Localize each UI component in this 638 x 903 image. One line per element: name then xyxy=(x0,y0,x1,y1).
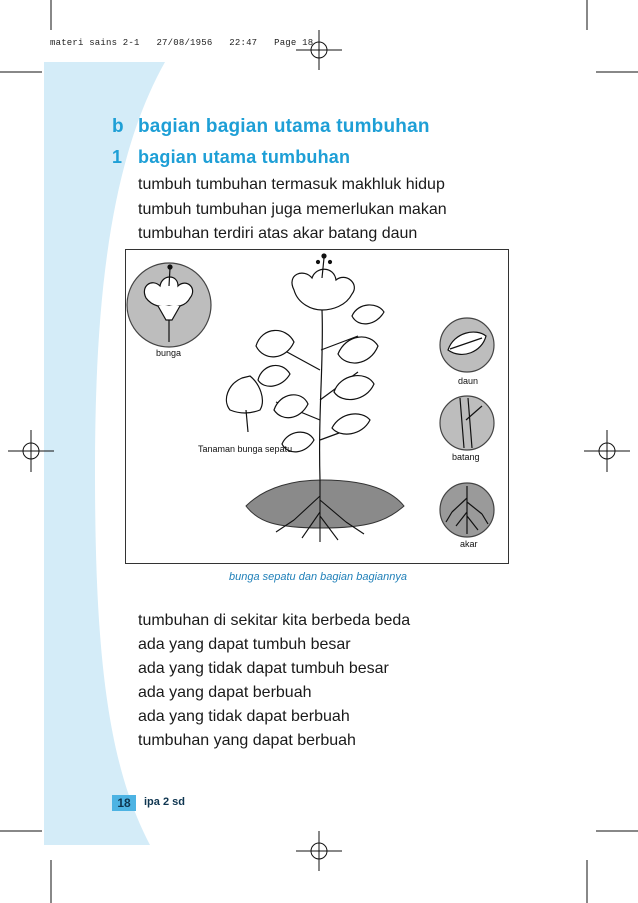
body-line: tumbuhan di sekitar kita berbeda beda xyxy=(138,612,411,629)
registration-mark-top xyxy=(296,30,342,70)
registration-mark-right xyxy=(584,430,630,472)
subsection-number: 1 xyxy=(112,147,123,167)
figure-caption: bunga sepatu dan bagian bagiannya xyxy=(229,571,407,583)
slug-page: Page 18 xyxy=(274,38,314,48)
print-slug xyxy=(50,38,313,48)
subsection-heading xyxy=(112,147,350,168)
body-line: ada yang tidak dapat tumbuh besar xyxy=(138,660,389,677)
intro-line: tumbuh tumbuhan juga memerlukan makan xyxy=(138,201,447,218)
plant-figure xyxy=(125,249,509,564)
body-line: ada yang dapat berbuah xyxy=(138,684,312,701)
book-title: ipa 2 sd xyxy=(144,796,185,808)
section-title: bagian bagian utama tumbuhan xyxy=(138,116,430,137)
slug-time: 22:47 xyxy=(229,38,258,48)
registration-mark-left xyxy=(8,430,54,472)
intro-line: tumbuhan terdiri atas akar batang daun xyxy=(138,225,418,242)
section-letter: b xyxy=(112,116,124,137)
intro-line: tumbuh tumbuhan termasuk makhluk hidup xyxy=(138,176,445,193)
slug-file: materi sains 2-1 xyxy=(50,38,140,48)
section-heading xyxy=(112,116,430,138)
body-line: tumbuhan yang dapat berbuah xyxy=(138,732,356,749)
subsection-title: bagian utama tumbuhan xyxy=(138,147,351,167)
body-line: ada yang tidak dapat berbuah xyxy=(138,708,350,725)
label-akar: akar xyxy=(460,539,478,549)
slug-date: 27/08/1956 xyxy=(156,38,213,48)
label-daun: daun xyxy=(458,376,479,386)
registration-mark-bottom xyxy=(296,831,342,871)
label-bunga: bunga xyxy=(156,348,182,358)
body-line: ada yang dapat tumbuh besar xyxy=(138,636,351,653)
label-plant-name: Tanaman bunga sepatu xyxy=(198,444,293,454)
label-batang: batang xyxy=(452,452,480,462)
hibiscus-illustration xyxy=(126,250,508,563)
page-number-badge: 18 xyxy=(112,795,136,811)
